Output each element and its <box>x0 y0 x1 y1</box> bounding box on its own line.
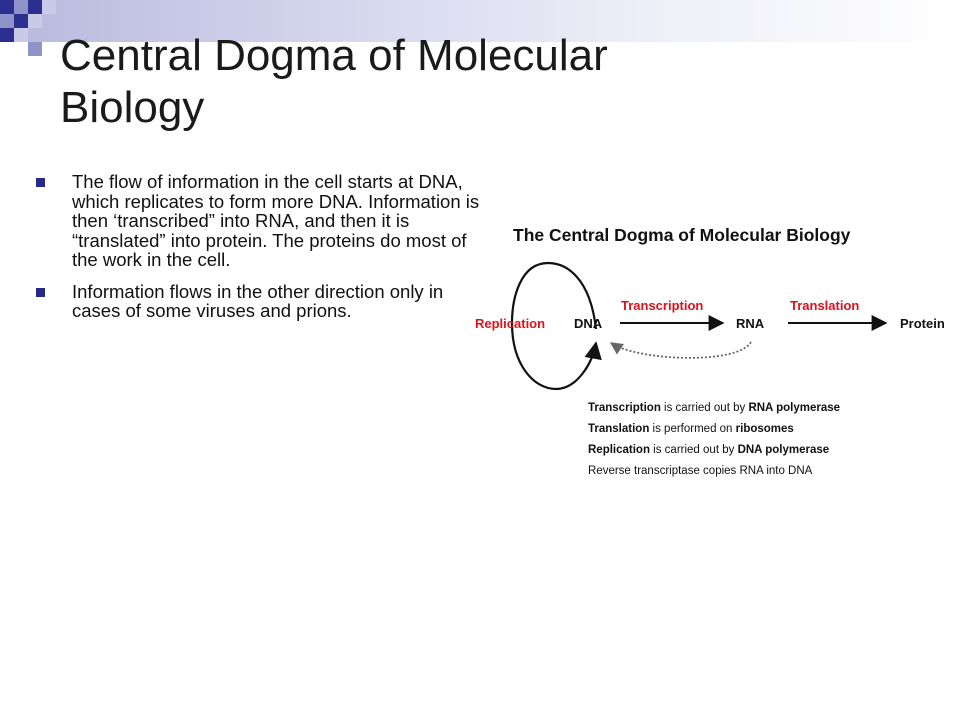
deco-square <box>14 0 28 14</box>
bullet-text: Information flows in the other direction only in cases of some viruses and prions. <box>72 280 444 321</box>
note-line-reverse-transcriptase: Reverse transcriptase copies RNA into DNA <box>588 465 813 477</box>
bullet-item <box>34 282 484 321</box>
deco-square <box>0 28 14 42</box>
transcription-label: Transcription <box>621 298 704 313</box>
rna-label: RNA <box>736 316 765 331</box>
square-bullet-icon <box>36 288 45 297</box>
square-bullet-icon <box>36 178 45 187</box>
diagram-title: The Central Dogma of Molecular Biology <box>513 225 851 245</box>
note-verb: is carried out by <box>660 402 749 414</box>
bullet-item <box>34 172 484 270</box>
central-dogma-diagram <box>468 215 960 485</box>
note-verb: is carried out by <box>649 444 738 456</box>
note-line <box>588 444 829 456</box>
slide-title: Central Dogma of Molecular Biology <box>60 31 608 132</box>
note-line <box>588 402 840 414</box>
translation-label: Translation <box>790 298 860 313</box>
note-subject: Transcription <box>588 402 661 414</box>
note-line <box>588 423 794 435</box>
note-agent: RNA polymerase <box>748 402 841 414</box>
note-agent: DNA polymerase <box>737 444 830 456</box>
protein-label: Protein <box>900 316 945 331</box>
deco-square <box>14 28 28 42</box>
dna-label: DNA <box>574 316 603 331</box>
deco-square <box>28 0 42 14</box>
deco-square <box>28 42 42 56</box>
deco-square <box>28 14 42 28</box>
deco-square <box>14 14 28 28</box>
replication-label: Replication <box>475 316 546 331</box>
note-subject: Replication <box>588 444 650 456</box>
deco-square <box>42 0 56 14</box>
deco-square <box>0 0 14 14</box>
note-subject: Translation <box>588 423 650 435</box>
reverse-transcription-arrow <box>611 342 751 358</box>
deco-square <box>0 14 14 28</box>
bullet-text: The flow of information in the cell starts at DNA, which replicates to form more DNA. Information is then ‘transcribed” into RNA, and then it is “translated” into protein. The proteins do most of the work in the cell. <box>72 171 480 270</box>
note-verb: is performed on <box>649 423 736 435</box>
note-agent: ribosomes <box>735 423 794 435</box>
bullet-list <box>34 172 484 333</box>
